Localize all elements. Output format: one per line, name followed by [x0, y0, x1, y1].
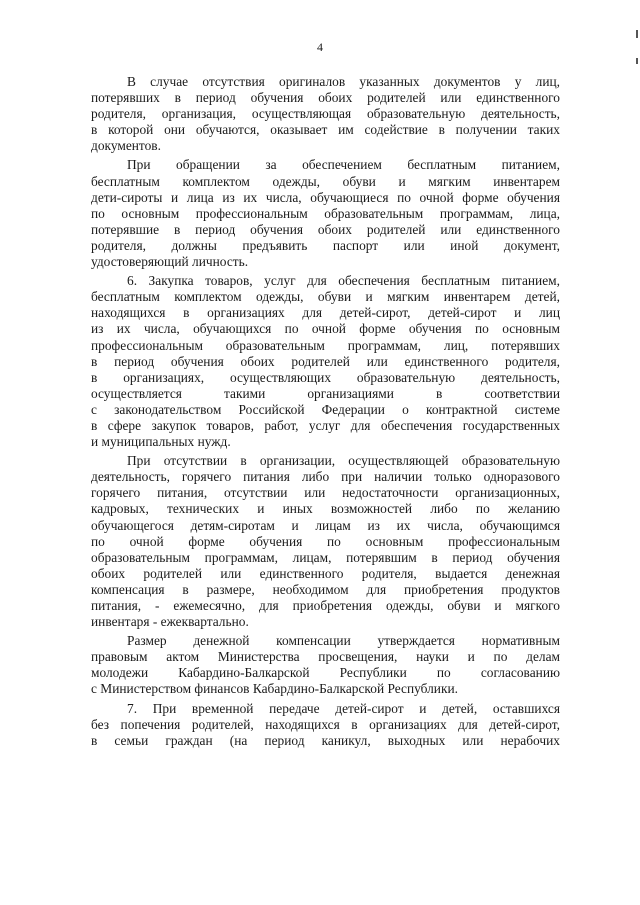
text-line: 6. Закупка товаров, услуг для обеспечения бесплатным питанием,: [127, 273, 560, 289]
text-line: молодежи Кабардино-Балкарской Республики по согласованию: [91, 665, 560, 681]
text-line: 7. При временной передаче детей-сирот и детей, оставшихся: [127, 700, 560, 716]
text-line: в семьи граждан (на период каникул, выходных или нерабочих: [91, 732, 560, 748]
text-line: из их числа, обучающихся по очной форме обучения по основным: [91, 321, 560, 337]
text-line: с законодательством Российской Федерации о контрактной системе: [91, 401, 560, 417]
text-line: инвентаря - ежеквартально.: [91, 614, 249, 630]
document-body: [91, 74, 560, 749]
text-line: Размер денежной компенсации утверждается нормативным: [127, 633, 560, 649]
text-line: В случае отсутствия оригиналов указанных документов у лиц,: [127, 74, 560, 89]
scan-edge-mark: [636, 58, 638, 64]
text-line: потерявшие в период обучения обоих родителей или единственного: [91, 221, 560, 237]
paragraph-p4: [91, 453, 560, 630]
text-line: родителя, организация, осуществляющая образовательную деятельность,: [91, 106, 560, 122]
text-line: компенсация в размере, необходимом для приобретения продуктов: [91, 581, 560, 597]
text-line: обоих родителей или единственного родителя, выдается денежная: [91, 565, 560, 581]
text-line: документов.: [91, 138, 161, 154]
text-line: профессиональным образовательным программам, лиц, потерявших: [91, 337, 560, 353]
text-line: При обращении за обеспечением бесплатным питанием,: [127, 157, 560, 173]
paragraph-p5: [91, 633, 560, 697]
text-line: по очной форме обучения по основным профессиональным: [91, 533, 560, 549]
text-line: осуществляется такими организациями в соответствии: [91, 385, 560, 401]
text-line: удостоверяющий личность.: [91, 254, 249, 270]
text-line: родителя, должны предъявить паспорт или иной документ,: [91, 237, 560, 253]
text-line: дети-сироты и лица из их числа, обучающиеся по очной форме обучения: [91, 189, 560, 205]
text-line: питания, - ежемесячно, для приобретения одежды, обуви и мягкого: [91, 598, 560, 613]
text-line: в период обучения обоих родителей или единственного родителя,: [91, 353, 560, 369]
text-line: находящихся в организациях для детей-сирот, детей-сирот и лиц: [91, 305, 560, 321]
text-line: в сфере закупок товаров, работ, услуг для обеспечения государственных: [91, 417, 560, 433]
text-line: образовательным программам, лицам, потерявшим в период обучения: [91, 549, 560, 565]
text-line: кадровых, технических и иных возможностей либо по желанию: [91, 501, 560, 517]
text-line: бесплатным комплектом одежды, обуви и мягким инвентарем: [91, 173, 560, 189]
text-line: бесплатным комплектом одежды, обуви и мягким инвентарем детей,: [91, 289, 560, 305]
text-line: При отсутствии в организации, осуществляющей образовательную: [127, 453, 560, 469]
text-line: потерявших в период обучения обоих родителей или единственного: [91, 90, 560, 106]
text-line: в которой они обучаются, оказывает им содействие в получении таких: [91, 122, 560, 138]
paragraph-p6: [91, 701, 560, 749]
text-line: в организациях, осуществляющих образовательную деятельность,: [91, 369, 560, 385]
paragraph-p1: [91, 74, 560, 154]
text-line: правовым актом Министерства просвещения, науки и по делам: [91, 649, 560, 665]
text-line: с Министерством финансов Кабардино-Балкарской Республики.: [91, 681, 458, 697]
text-line: и муниципальных нужд.: [91, 434, 231, 450]
paragraph-p2: [91, 157, 560, 270]
text-line: по основным профессиональным образовательным программам, лица,: [91, 205, 560, 221]
page-number: 4: [317, 40, 323, 54]
text-line: деятельность, горячего питания либо при наличии только одноразового: [91, 469, 560, 485]
text-line: горячего питания, отсутствии или недостаточности организационных,: [91, 485, 560, 501]
text-line: обучающегося детям-сиротам и лицам из их числа, обучающимся: [91, 517, 560, 533]
text-line: без попечения родителей, находящихся в организациях для детей-сирот,: [91, 716, 560, 732]
scan-edge-mark: [636, 30, 638, 38]
paragraph-p3: [91, 273, 560, 450]
